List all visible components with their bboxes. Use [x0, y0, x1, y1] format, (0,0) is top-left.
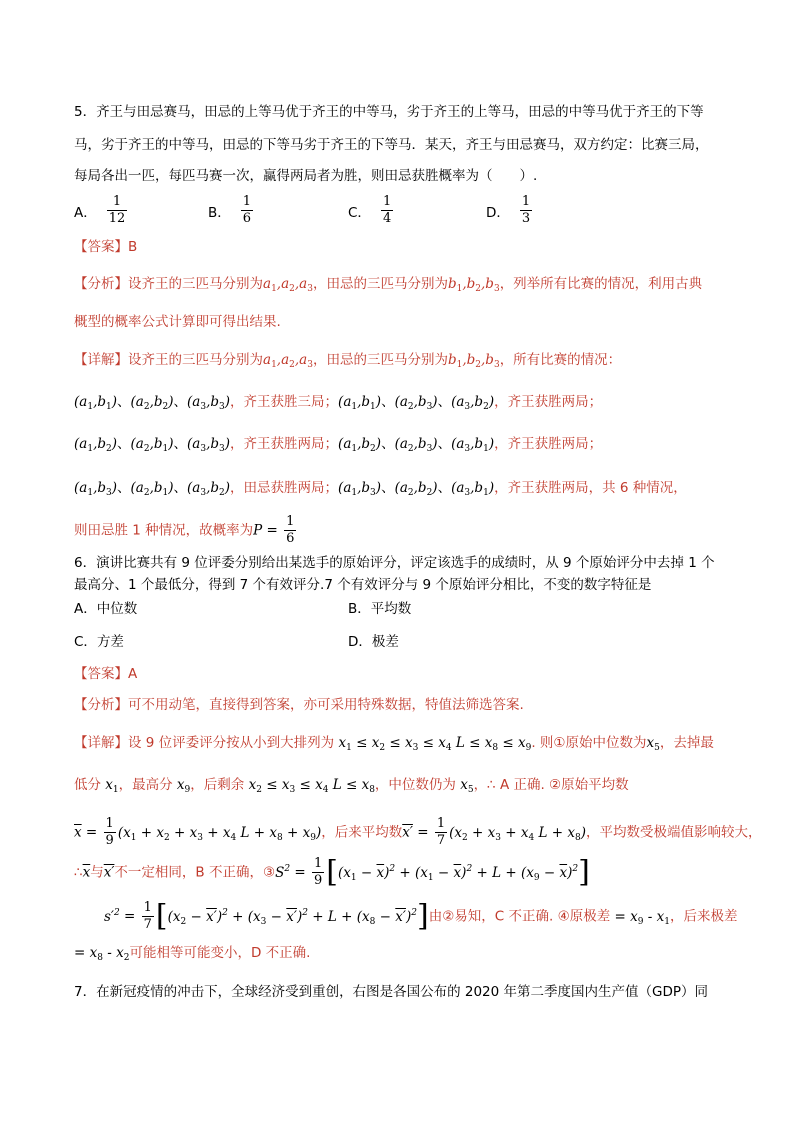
q5-cases-row-3: $(a_1,b_3)$、$(a_2,b_1)$、$(a_3,b_2)$，田忌获胜两局；$(a_1,b_3)$、$(a_2,b_2)$、$(a_3,b_1)$，齐王获胜两局，共 6 种情况，: [74, 480, 687, 498]
q7-stem-line-1: 7．在新冠疫情的冲击下，全球经济受到重创，右图是各国公布的 2020 年第二季度国内生产值（GDP）同: [74, 984, 709, 1000]
q6-option-b: B．平均数: [348, 601, 412, 617]
q5-stem-line-1: 5．齐王与田忌赛马，田忌的上等马优于齐王的中等马，劣于齐王的上等马，田忌的中等马优于齐王的下等: [74, 104, 704, 120]
q5-conclusion: 则田忌胜 1 种情况，故概率为P = $\frac{1}{6}$: [74, 514, 295, 546]
q5-detail-line-1: 【详解】设齐王的三匹马分别为$a_1,a_2,a_3$，田忌的三匹马分别为$b_1,b_2,b_3$，所有比赛的情况：: [74, 352, 622, 370]
q5-cases-row-1: $(a_1,b_1)$、$(a_2,b_2)$、$(a_3,b_3)$，齐王获胜三局；$(a_1,b_1)$、$(a_2,b_3)$、$(a_3,b_2)$，齐王获胜两局；: [74, 394, 603, 412]
q6-detail-line-5: $s'^2$ = $\frac{1}{7}$ $[(x_2 - x')^2 + (x_3 - x')^2 + L + (x_8 - x')^2]$由②易知，C 不正确. ④原极差 = $x_9 - x_1$，后来极差: [104, 898, 738, 934]
q5-stem-line-3: 每局各出一匹，每匹马赛一次，赢得两局者为胜，则田忌获胜概率为（ ）.: [74, 168, 538, 184]
q5-analysis-line-1: 【分析】设齐王的三匹马分别为$a_1,a_2,a_3$，田忌的三匹马分别为$b_1,b_2,b_3$，列举所有比赛的情况，利用古典: [74, 276, 703, 294]
q6-detail-line-6: = $x_8 - x_2$可能相等可能变小，D 不正确.: [74, 945, 311, 963]
q6-stem-line-2: 最高分、1 个最低分，得到 7 个有效评分.7 个有效评分与 9 个原始评分相比，不变的数字特征是: [74, 577, 652, 593]
q6-option-a: A．中位数: [74, 601, 138, 617]
q5-option-c: C． $\frac{1}{4}$: [348, 194, 392, 226]
q6-detail-line-1: 【详解】设 9 位评委评分按从小到大排列为 $x_1 \le x_2 \le x_3 \le x_4$ $L \le x_8 \le x_9$. 则①原始中位数为$x_5$，去掉最: [74, 735, 714, 753]
q6-detail-line-3: $\overline{x}$ = $\frac{1}{9}$ ($x_1 + x_2 + x_3 + x_4$ $L + x_8 + x_9$)，后来平均数x′ = $\frac{1}{7}$ ($x_2 + x_3 + x_4$ $L + x_8$)，平均数受极端值影响较大，: [74, 816, 762, 848]
q5-option-a: A． $\frac{1}{12}$: [74, 194, 126, 226]
q5-answer: 【答案】B: [74, 239, 138, 255]
q6-option-c: C．方差: [74, 634, 124, 650]
q6-analysis: 【分析】可不用动笔，直接得到答案，亦可采用特殊数据，特值法筛选答案.: [74, 697, 524, 713]
q5-stem-line-2: 马，劣于齐王的中等马，田忌的下等马劣于齐王的下等马．某天，齐王与田忌赛马，双方约定：比赛三局，: [74, 137, 709, 153]
q6-detail-line-2: 低分 $x_1$，最高分 $x_9$，后剩余 $x_2 \le x_3 \le x_4$ $L \le x_8$，中位数仍为 $x_5$，∴ A 正确. ②原始平均数: [74, 777, 629, 795]
q6-answer: 【答案】A: [74, 666, 138, 682]
q5-analysis-line-2: 概型的概率公式计算即可得出结果.: [74, 314, 281, 330]
q6-option-d: D．极差: [348, 634, 399, 650]
q5-option-d: D． $\frac{1}{3}$: [486, 194, 531, 226]
q6-stem-line-1: 6．演讲比赛共有 9 位评委分别给出某选手的原始评分，评定该选手的成绩时，从 9 个原始评分中去掉 1 个: [74, 555, 715, 571]
q5-cases-row-2: $(a_1,b_2)$、$(a_2,b_1)$、$(a_3,b_3)$，齐王获胜两局；$(a_1,b_2)$、$(a_2,b_3)$、$(a_3,b_1)$，齐王获胜两局；: [74, 436, 603, 454]
q5-option-b: B． $\frac{1}{6}$: [208, 194, 252, 226]
q6-detail-line-4: $\therefore\overline{x}$与x′不一定相同，B 不正确，$③S^2$ = $\frac{1}{9}$ $[(x_1 - \overline{x})^2 + (x_1 - \overline{x})^2 + L + (x_9 - \overline{x})^2]$: [74, 854, 590, 890]
